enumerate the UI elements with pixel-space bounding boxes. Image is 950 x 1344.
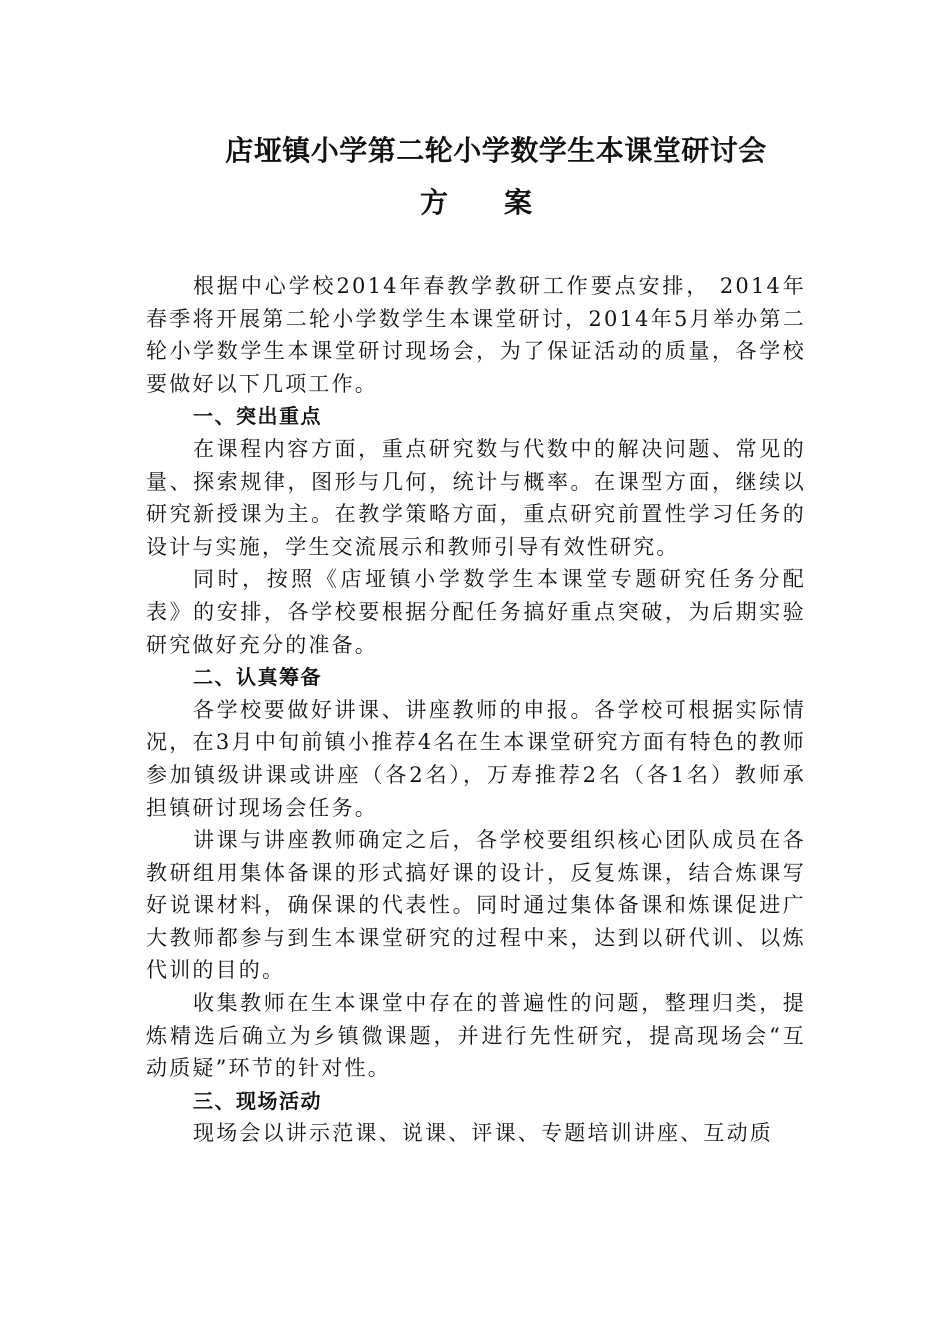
document-body [146, 270, 806, 1150]
section-paragraph: 收集教师在生本课堂中存在的普遍性的问题，整理归类，提炼精选后确立为乡镇微课题，并进行先性研究，提高现场会“互动质疑”环节的针对性。 [146, 991, 806, 1081]
document-subtitle: 方案 [419, 186, 588, 219]
section-onsite-activity [146, 1085, 806, 1150]
section-paragraph: 现场会以讲示范课、说课、评课、专题培训讲座、互动质 [193, 1121, 773, 1146]
section-paragraph: 同时，按照《店垭镇小学数学生本课堂专题研究任务分配表》的安排，各学校要根据分配任务搞好重点突破，为后期实验研究做好充分的准备。 [146, 567, 806, 657]
section-key-points [146, 400, 806, 661]
section-paragraph: 讲课与讲座教师确定之后，各学校要组织核心团队成员在各教研组用集体备课的形式搞好课的设计，反复炼课，结合炼课写好说课材料，确保课的代表性。同时通过集体备课和炼课促进广大教师都参与到生本课堂研究的过程中来，达到以研代训、以炼代训的目的。 [146, 828, 806, 983]
intro-paragraph: 根据中心学校2014年春教学教研工作要点安排， 2014年春季将开展第二轮小学数学生本课堂研讨，2014年5月举办第二轮小学数学生本课堂研讨现场会，为了保证活动的质量，各学校要做好以下几项工作。 [146, 274, 806, 396]
section-heading: 一、突出重点 [193, 404, 322, 429]
section-preparation [146, 661, 806, 1085]
section-heading: 二、认真筹备 [193, 665, 322, 690]
section-paragraph: 在课程内容方面，重点研究数与代数中的解决问题、常见的量、探索规律，图形与几何，统计与概率。在课型方面，继续以研究新授课为主。在教学策略方面，重点研究前置性学习任务的设计与实施，学生交流展示和教师引导有效性研究。 [146, 436, 806, 559]
document-title: 店垭镇小学第二轮小学数学生本课堂研讨会 [225, 134, 767, 167]
section-heading: 三、现场活动 [193, 1088, 322, 1113]
document-page [146, 128, 806, 1150]
section-paragraph: 各学校要做好讲课、讲座教师的申报。各学校可根据实际情况，在3月中旬前镇小推荐4名在生本课堂研究方面有特色的教师参加镇级讲课或讲座（各2名），万寿推荐2名（各1名）教师承担镇研讨现场会任务。 [146, 697, 806, 820]
